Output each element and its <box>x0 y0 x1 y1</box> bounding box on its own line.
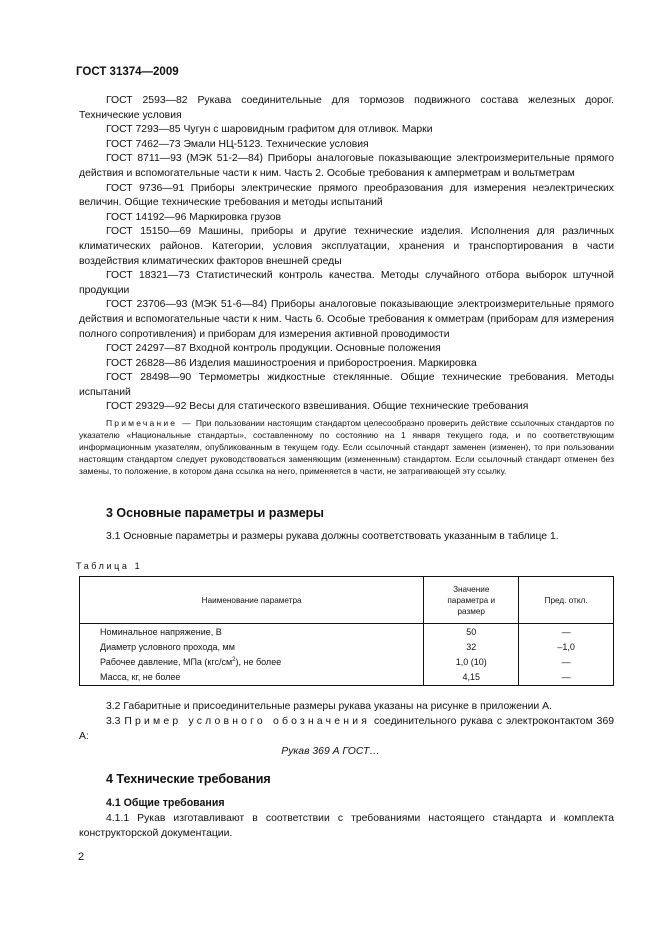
document-header: ГОСТ 31374—2009 <box>76 66 179 78</box>
reference-item: ГОСТ 26828—86 Изделия машиностроения и приборостроения. Маркировка <box>106 357 477 369</box>
reference-item: ГОСТ 24297—87 Входной контроль продукции. Основные положения <box>106 343 441 355</box>
header-parameter-name: Наименование параметра <box>80 577 424 624</box>
subsection-4-1-title: 4.1 Общие требования <box>106 797 225 809</box>
section-4-title: 4 Технические требования <box>106 772 271 786</box>
param-name-superscript: 2 <box>232 656 236 663</box>
reference-item: ГОСТ 8711—93 (МЭК 51-2—84) Приборы аналоговые показывающие электроизмерительные прямого действия и вспомогательные части к ним. Часть 2. Особые требования к амперметрам и вольтметрам <box>79 153 614 179</box>
table-header-row <box>80 577 614 624</box>
section-3-title: 3 Основные параметры и размеры <box>106 506 324 520</box>
param-tolerance-cell: — <box>519 654 614 669</box>
paragraph-3-1: 3.1 Основные параметры и размеры рукава должны соответствовать указанным в таблице 1. <box>106 531 559 542</box>
reference-item: ГОСТ 14192—96 Маркировка грузов <box>106 211 282 223</box>
header-value: Значение параметра и размер <box>424 577 519 624</box>
param-tolerance-cell: — <box>519 670 614 686</box>
reference-item: ГОСТ 28498—90 Термометры жидкостные стеклянные. Общие технические требования. Методы испытаний <box>79 372 614 398</box>
paragraph-4-1-1: 4.1.1 Рукав изготавливают в соответствии с требованиями настоящего стандарта и комплекта конструкторской документации. <box>79 813 614 839</box>
header-tolerance: Пред. откл. <box>519 577 614 624</box>
designation-example: Рукав 369 А ГОСТ… <box>281 746 380 757</box>
param-name-cell: Номинальное напряжение, В <box>80 624 424 640</box>
paragraph-3-2: 3.2 Габаритные и присоединительные размеры рукава указаны на рисунке в приложении А. <box>106 701 552 712</box>
page-number: 2 <box>78 851 85 863</box>
param-value-cell: 32 <box>424 639 519 654</box>
reference-item: ГОСТ 15150—69 Машины, приборы и другие технические изделия. Исполнения для различных климатических районов. Категории, условия эксплуатации, хранения и транспортирования в части воздействия климатических факторов внешней среды <box>79 226 614 267</box>
note-paragraph <box>79 418 614 478</box>
param-name-pre: Рабочее давление, МПа (кгс/см <box>100 656 233 667</box>
param-name-cell: Масса, кг, не более <box>80 670 424 686</box>
reference-item: ГОСТ 9736—91 Приборы электрические прямого преобразования для измерения неэлектрических величин. Общие технические требования и методы испытаний <box>79 182 614 209</box>
table-row <box>80 670 614 686</box>
param-name-cell: Диаметр условного прохода, мм <box>80 639 424 654</box>
paragraph-3-3-number: 3.3 <box>106 716 125 727</box>
paragraph-3-3-text: соединительного рукава с электроконтактом 369 А: <box>79 716 614 742</box>
reference-item: ГОСТ 7462—73 Эмали НЦ-5123. Технические условия <box>106 138 369 150</box>
reference-item: ГОСТ 7293—85 Чугун с шаровидным графитом для отливок. Марки <box>106 124 433 136</box>
param-value-cell: 50 <box>424 624 519 640</box>
table-caption: Таблица 1 <box>76 561 143 571</box>
note-label: Примечание — <box>106 418 193 428</box>
param-tolerance-cell: –1,0 <box>519 639 614 654</box>
example-heading: Пример условного обозначения <box>124 716 371 727</box>
param-name-post: ), не более <box>235 656 282 667</box>
table-row <box>80 654 614 669</box>
table-row <box>80 624 614 640</box>
param-value-cell: 1,0 (10) <box>424 654 519 669</box>
reference-item: ГОСТ 18321—73 Статистический контроль качества. Методы случайного отбора выборок штучной продукции <box>79 270 614 296</box>
reference-item: ГОСТ 23706—93 (МЭК 51-6—84) Приборы аналоговые показывающие электроизмерительные прямого действия и вспомогательные части к ним. Часть 6. Особые требования к омметрам (приборам для измерения полного сопротивления) и приборам для измерения активной проводимости <box>79 299 614 340</box>
normative-references-list <box>79 94 614 415</box>
table-row <box>80 639 614 654</box>
paragraph-3-3 <box>79 715 614 744</box>
param-name-cell <box>80 654 424 669</box>
parameters-table <box>79 576 614 686</box>
note-text: При пользовании настоящим стандартом целесообразно проверить действие ссылочных стандартов по указателю «Национальные стандарты», составленному по состоянию на 1 января текущего года, и по соответствующим информационным указателям, опубликованным в текущем году. Если ссылочный стандарт заменен (изменен), то при пользовании настоящим стандартом следует руководствоваться заменяющим (измененным) стандартом. Если ссылочный стандарт отменен без замены, то положение, в котором дана ссылка на него, применяется в части, не затрагивающей эту ссылку. <box>79 418 614 476</box>
reference-item: ГОСТ 29329—92 Весы для статического взвешивания. Общие технические требования <box>106 401 529 413</box>
param-value-cell: 4,15 <box>424 670 519 686</box>
reference-item: ГОСТ 2593—82 Рукава соединительные для тормозов подвижного состава железных дорог. Технические условия <box>79 95 614 121</box>
param-tolerance-cell: — <box>519 624 614 640</box>
